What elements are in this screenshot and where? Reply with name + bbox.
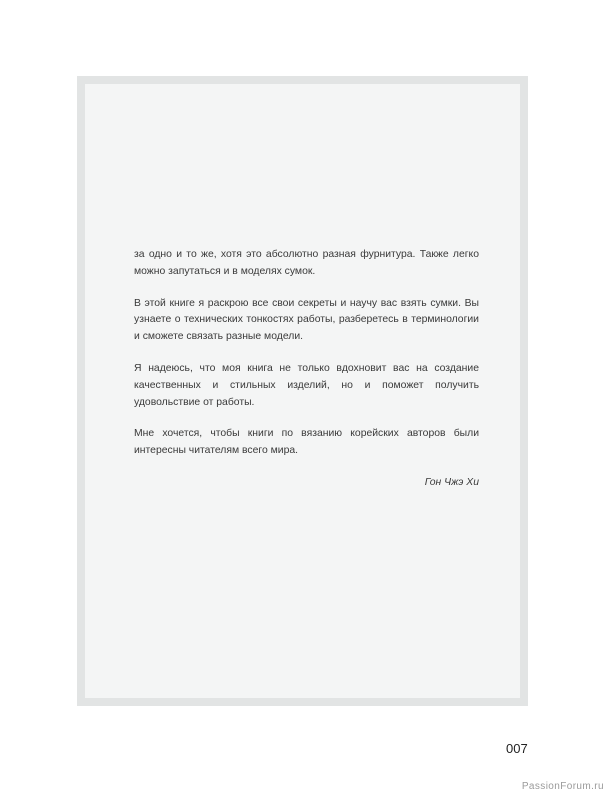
paragraph: В этой книге я раскрою все свои секреты и научу вас взять сумки. Вы узнаете о технических тонкостях работы, разберетесь в терминологии и сможете связать разные модели. bbox=[134, 297, 479, 343]
paragraph: за одно и то же, хотя это абсолютно разная фурнитура. Также легко можно запутаться и в моделях сумок. bbox=[134, 249, 479, 277]
watermark: PassionForum.ru bbox=[521, 781, 604, 792]
paragraph: Я надеюсь, что моя книга не только вдохновит вас на создание качественных и стильных изделий, но и поможет получить удовольствие от работы. bbox=[134, 362, 479, 408]
text-block bbox=[134, 247, 479, 492]
author-signature: Гон Чжэ Хи bbox=[424, 476, 479, 488]
paragraph: Мне хочется, чтобы книги по вязанию корейских авторов были интересны читателям всего мира. bbox=[134, 428, 479, 457]
page-number: 007 bbox=[506, 741, 528, 756]
